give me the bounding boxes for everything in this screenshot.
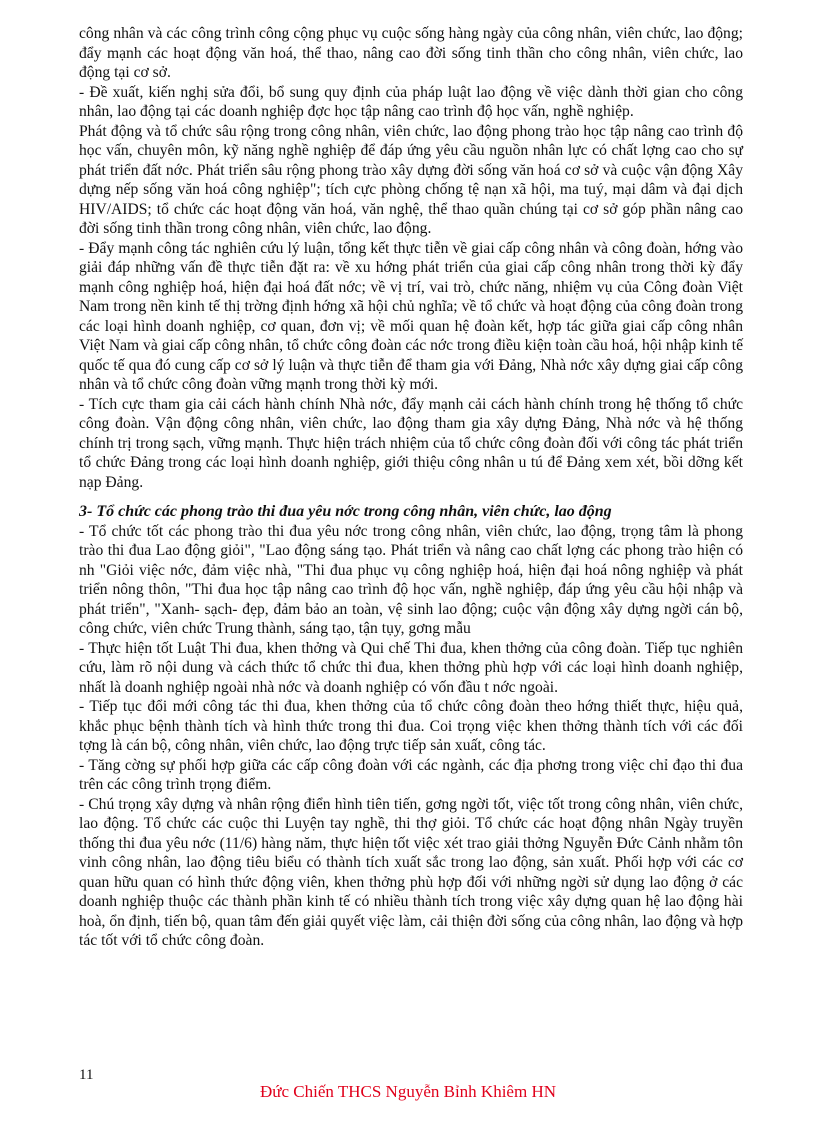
page-number: 11 <box>79 1067 94 1083</box>
paragraph: công nhân và các công trình công cộng phục vụ cuộc sống hàng ngày của công nhân, viên chức, lao động; đẩy mạnh các hoạt động văn hoá, thể thao, nâng cao đời sống tinh thần cho công nhân, viên chức, lao động tại cơ sở. <box>79 25 743 81</box>
paragraph: - Đẩy mạnh công tác nghiên cứu lý luận, tổng kết thực tiễn về giai cấp công nhân và công đoàn, hớng vào giải đáp những vấn đề thực tiễn đặt ra: về xu hớng phát triển của giai cấp công nhân trong thời kỳ đẩy mạnh công nghiệp hoá, hiện đại hoá đất nớc; về vị trí, vai trò, chức năng, nhiệm vụ của Công đoàn Việt Nam trong nền kinh tế thị trờng định hớng xã hội chủ nghĩa; về tổ chức và hoạt động của công đoàn trong các loại hình doanh nghiệp, cơ quan, đơn vị; về mối quan hệ đoàn kết, hợp tác giữa giai cấp công nhân Việt Nam và giai cấp công nhân, tổ chức công đoàn các nớc trong điều kiện toàn cầu hoá, hội nhập kinh tế quốc tế qua đó cung cấp cơ sở lý luận và thực tiễn để tham gia với Đảng, Nhà nớc xây dựng giai cấp công nhân và tổ chức công đoàn vững mạnh trong thời kỳ mới. <box>79 239 743 393</box>
footer-credit: Đức Chiến THCS Nguyễn Bỉnh Khiêm HN <box>260 1082 556 1101</box>
paragraph: - Đề xuất, kiến nghị sửa đổi, bổ sung quy định của pháp luật lao động về việc dành thời gian cho công nhân, lao động tại các doanh nghiệp đợc học tập nâng cao trình độ học vấn, nghề nghiệp. <box>79 83 743 120</box>
section-heading: 3- Tổ chức các phong trào thi đua yêu nớc trong công nhân, viên chức, lao động <box>79 503 612 520</box>
paragraph: - Chú trọng xây dựng và nhân rộng điển hình tiên tiến, gơng ngời tốt, việc tốt trong công nhân, viên chức, lao động. Tổ chức các cuộc thi Luyện tay nghề, thi thợ giỏi. Tổ chức các hoạt động nhân Ngày truyền thống thi đua yêu nớc (11/6) hàng năm, thực hiện tốt việc xét trao giải thởng Nguyễn Đức Cảnh nhằm tôn vinh công nhân, lao động tiêu biểu có thành tích xuất sắc trong lao động, sản xuất. Phối hợp với các cơ quan hữu quan có hình thức động viên, khen thởng phù hợp đối với những ngời sử dụng lao động ở các doanh nghiệp thuộc các thành phần kinh tế có nhiều thành tích trong việc xây dựng quan hệ lao động hài hoà, ổn định, tiến bộ, quan tâm đến giải quyết việc làm, cải thiện đời sống của công nhân, lao động và hợp tác tốt với tổ chức công đoàn. <box>79 795 743 949</box>
paragraph: - Tăng cờng sự phối hợp giữa các cấp công đoàn với các ngành, các địa phơng trong việc chỉ đạo thi đua trên các công trình trọng điểm. <box>79 756 743 793</box>
paragraph: - Thực hiện tốt Luật Thi đua, khen thởng và Qui chế Thi đua, khen thởng của công đoàn. Tiếp tục nghiên cứu, làm rõ nội dung và cách thức tổ chức thi đua, khen thởng phù hợp với các loại hình doanh nghiệp, nhất là doanh nghiệp ngoài nhà nớc và doanh nghiệp có vốn đầu t nớc ngoài. <box>79 639 743 696</box>
body-text <box>79 24 743 951</box>
paragraph: Phát động và tổ chức sâu rộng trong công nhân, viên chức, lao động phong trào học tập nâng cao trình độ học vấn, chuyên môn, kỹ năng nghề nghiệp để đáp ứng yêu cầu nguồn nhân lực có chất lợng cao cho sự phát triển đất nớc. Phát triển sâu rộng phong trào xây dựng đời sống văn hoá cơ sở và cuộc vận động Xây dựng nếp sống văn hoá công nghiệp"; tích cực phòng chống tệ nạn xã hội, ma tuý, mại dâm và đại dịch HIV/AIDS; tổ chức các hoạt động văn hoá, văn nghệ, thể thao quần chúng tại cơ sở góp phần nâng cao đời sống tinh thần trong công nhân, viên chức, lao động. <box>79 122 743 237</box>
paragraph: - Tích cực tham gia cải cách hành chính Nhà nớc, đẩy mạnh cải cách hành chính trong hệ thống tổ chức công đoàn. Vận động công nhân, viên chức, lao động tham gia xây dựng Đảng, Nhà nớc và hệ thống chính trị trong sạch, vững mạnh. Thực hiện trách nhiệm của tổ chức công đoàn đối với công tác phát triển tổ chức Đảng trong các loại hình doanh nghiệp, giới thiệu công nhân u tú để Đảng xem xét, bồi dỡng kết nạp Đảng. <box>79 395 743 491</box>
paragraph: - Tiếp tục đổi mới công tác thi đua, khen thởng của tổ chức công đoàn theo hớng thiết thực, hiệu quả, khắc phục bệnh thành tích và hình thức trong thi đua. Coi trọng việc khen thởng thành tích với các đối tợng là cán bộ, công nhân, viên chức, lao động trực tiếp sản xuất, công tác. <box>79 698 743 754</box>
paragraph: - Tổ chức tốt các phong trào thi đua yêu nớc trong công nhân, viên chức, lao động, trọng tâm là phong trào thi đua Lao động giỏi", "Lao động sáng tạo. Phát triển và nâng cao chất lợng các phong trào hiện có nh "Giỏi việc nớc, đảm việc nhà, "Thi đua phục vụ công nghiệp hoá, hiện đại hoá nông nghiệp và phát triển nông thôn, "Thi đua học tập nâng cao trình độ học vấn, nghề nghiệp, đáp ứng yêu cầu hội nhập và phát triển", "Xanh- sạch- đẹp, đảm bảo an toàn, vệ sinh lao động; cuộc vận động xây dựng ngời cán bộ, công chức, viên chức Trung thành, sáng tạo, tận tụy, gơng mẫu <box>79 522 743 637</box>
